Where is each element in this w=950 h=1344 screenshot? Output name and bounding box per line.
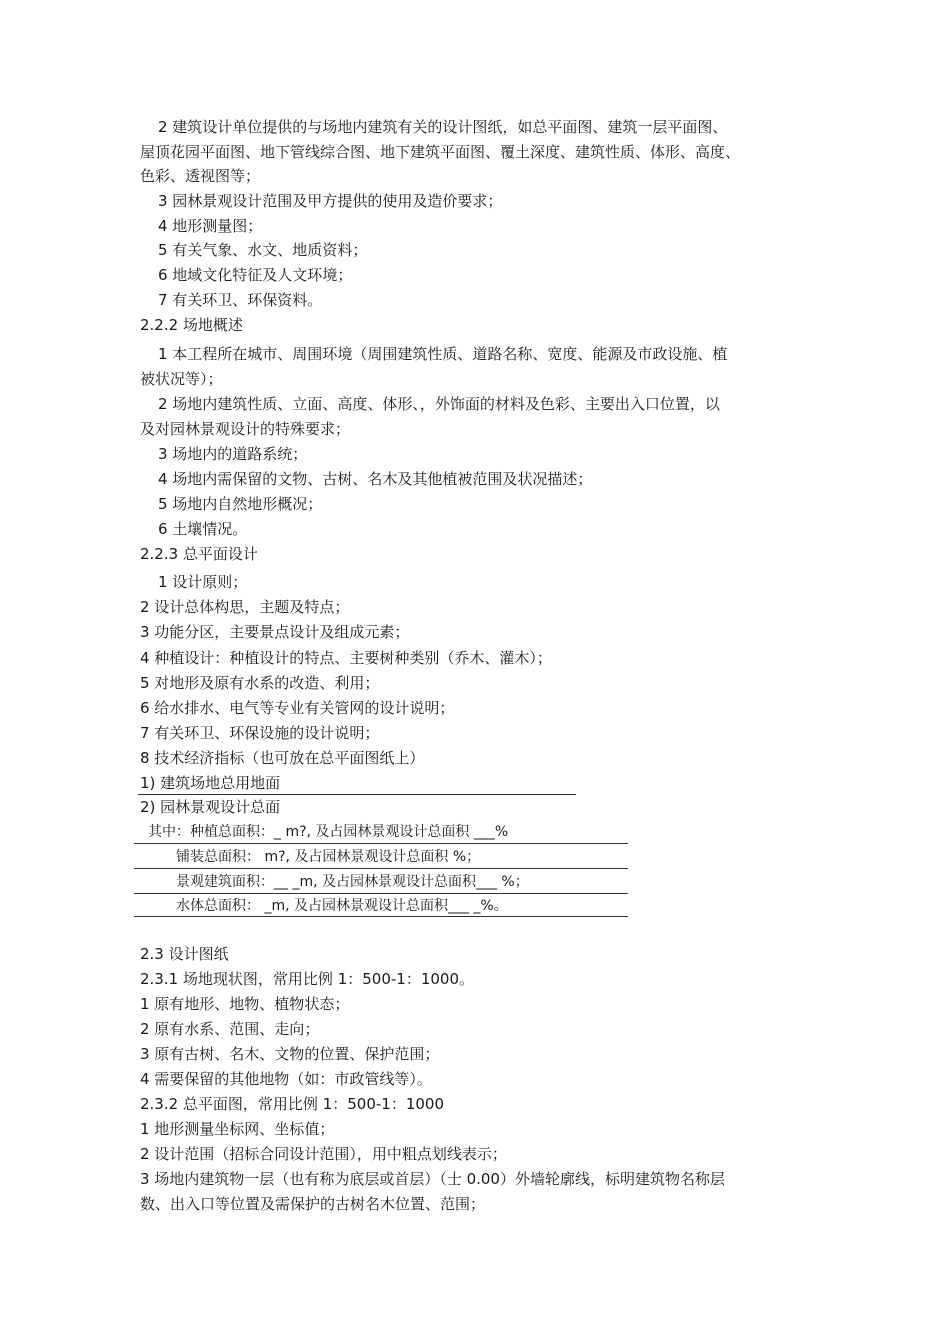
form-row: 铺装总面积： m?, 及占园林景观设计总面积 %； (176, 849, 481, 865)
list-item: 3 原有古树、名木、文物的位置、保护范围； (140, 1045, 440, 1063)
fill-in-underline (134, 868, 628, 869)
paragraph-line: 及对园林景观设计的特殊要求； (140, 420, 351, 438)
list-item: 5 场地内自然地形概况； (158, 495, 323, 513)
list-item: 1 设计原则； (158, 573, 248, 591)
form-row: 其中：种植总面积：_ m?, 及占园林景观设计总面积 ___% (148, 824, 509, 840)
form-row: 水体总面积： _m, 及占园林景观设计总面积___ _%。 (176, 898, 508, 914)
fill-in-underline (134, 916, 628, 917)
list-item: 1 原有地形、地物、植物状态； (140, 995, 350, 1013)
list-item: 2 场地内建筑性质、立面、高度、体形、，外饰面的材料及色彩、主要出入口位置，以 (158, 395, 720, 413)
list-item: 7 有关环卫、环保资料。 (158, 291, 323, 309)
section-heading: 2.2.3 总平面设计 (140, 545, 258, 563)
list-item: 7 有关环卫、环保设施的设计说明； (140, 724, 380, 742)
list-item: 2 设计总体构思，主题及特点； (140, 598, 350, 616)
list-item: 4 种植设计：种植设计的特点、主要树种类别（乔木、灌木）； (140, 649, 552, 667)
section-heading: 2.3 设计图纸 (140, 945, 229, 963)
section-heading: 2.3.1 场地现状图，常用比例 1：500-1：1000。 (140, 970, 475, 988)
list-item: 1 本工程所在城市、周围环境（周围建筑性质、道路名称、宽度、能源及市政设施、植 (158, 345, 728, 363)
paragraph-line: 屋顶花园平面图、地下管线综合图、地下建筑平面图、覆土深度、建筑性质、体形、高度、 (140, 143, 741, 161)
section-heading: 2.3.2 总平面图，常用比例 1：500-1：1000 (140, 1095, 445, 1113)
list-item: 2 原有水系、范围、走向； (140, 1020, 320, 1038)
fill-in-underline (134, 843, 628, 844)
paragraph-line: 2 建筑设计单位提供的与场地内建筑有关的设计图纸，如总平面图、建筑一层平面图、 (158, 118, 728, 136)
list-item: 3 园林景观设计范围及甲方提供的使用及造价要求； (158, 192, 503, 210)
list-item: 4 场地内需保留的文物、古树、名木及其他植被范围及状况描述； (158, 470, 593, 488)
list-item: 6 给水排水、电气等专业有关管网的设计说明； (140, 699, 455, 717)
list-item: 6 土壤情况。 (158, 520, 248, 538)
list-item: 3 功能分区，主要景点设计及组成元素； (140, 623, 410, 641)
list-item: 3 场地内的道路系统； (158, 445, 308, 463)
list-item: 2 设计范围（招标合同设计范围），用中粗点划线表示； (140, 1145, 507, 1163)
list-item: 4 需要保留的其他地物（如：市政管线等）。 (140, 1070, 432, 1088)
paragraph-line: 被状况等）； (140, 370, 223, 388)
section-heading: 2.2.2 场地概述 (140, 316, 243, 334)
list-item: 1) 建筑场地总用地面 (140, 774, 281, 792)
list-item: 5 对地形及原有水系的改造、利用； (140, 674, 380, 692)
list-item: 6 地域文化特征及人文环境； (158, 266, 353, 284)
list-item: 1 地形测量坐标网、坐标值； (140, 1120, 335, 1138)
paragraph-line: 数、出入口等位置及需保护的古树名木位置、范围； (140, 1195, 486, 1213)
paragraph-line: 色彩、透视图等； (140, 167, 261, 185)
list-item: 4 地形测量图； (158, 217, 263, 235)
form-row: 景观建筑面积：__ _m, 及占园林景观设计总面积___ %； (176, 874, 529, 890)
list-item: 8 技术经济指标（也可放在总平面图纸上） (140, 749, 425, 767)
list-item: 5 有关气象、水文、地质资料； (158, 241, 368, 259)
list-item: 2) 园林景观设计总面 (140, 798, 281, 816)
list-item: 3 场地内建筑物一层（也有称为底层或首层）（士 0.00）外墙轮廓线，标明建筑物名称层 (140, 1170, 725, 1188)
